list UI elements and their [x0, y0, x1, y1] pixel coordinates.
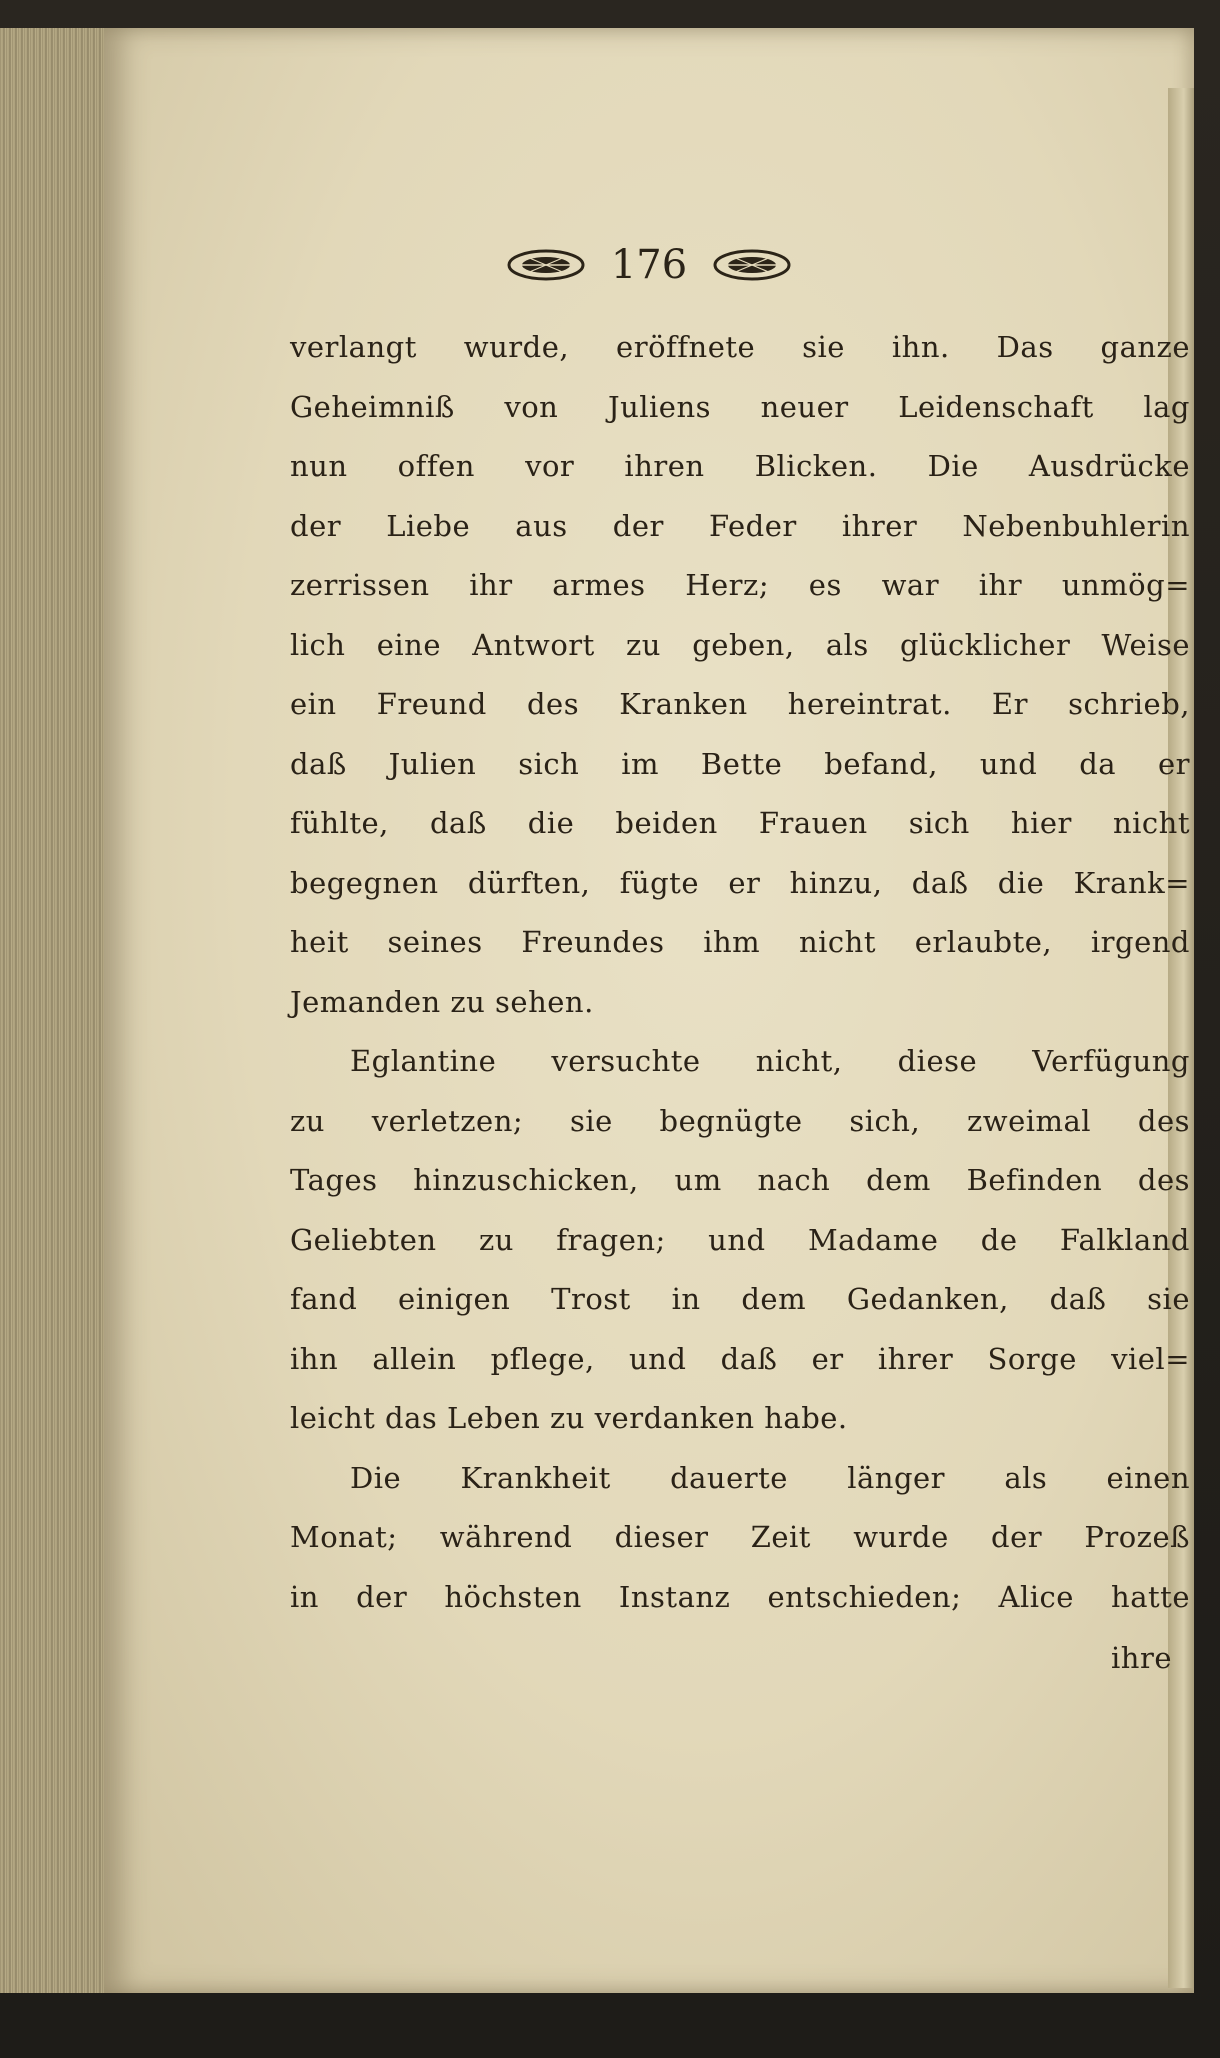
paragraph: [290, 1032, 1190, 1449]
ornament-icon: [713, 248, 791, 282]
text-line: ihn allein pflege, und daß er ihrer Sorge viel=: [290, 1341, 1190, 1376]
text-line: der Liebe aus der Feder ihrer Nebenbuhlerin: [290, 508, 1190, 543]
catchword: ihre: [1111, 1641, 1172, 1675]
page-number: 176: [610, 242, 688, 288]
text-line: Tages hinzuschicken, um nach dem Befinden des: [290, 1163, 1190, 1197]
text-line: daß Julien sich im Bette befand, und da er: [290, 746, 1190, 781]
text-line: begegnen dürften, fügte er hinzu, daß die Krank=: [290, 865, 1190, 900]
text-line: Geheimniß von Juliens neuer Leidenschaft lag: [290, 389, 1190, 424]
page-header: [104, 233, 1194, 297]
text-line: fand einigen Trost in dem Gedanken, daß sie: [290, 1282, 1190, 1316]
text-line: Die Krankheit dauerte länger als einen: [350, 1460, 1190, 1495]
text-line: Monat; während dieser Zeit wurde der Prozeß: [290, 1520, 1190, 1554]
text-line: Eglantine versuchte nicht, diese Verfügung: [350, 1044, 1190, 1078]
text-line: fühlte, daß die beiden Frauen sich hier nicht: [290, 806, 1190, 840]
text-line: Jemanden zu sehen.: [290, 984, 594, 1019]
text-line: heit seines Freundes ihm nicht erlaubte, irgend: [290, 925, 1190, 959]
text-line: zu verletzen; sie begnügte sich, zweimal des: [290, 1103, 1190, 1138]
body-text: [290, 318, 1190, 1689]
ornament-icon: [507, 248, 585, 282]
text-line: in der höchsten Instanz entschieden; Alice hatte: [290, 1579, 1190, 1614]
paragraph: [290, 1449, 1190, 1628]
book-page: [104, 28, 1194, 1993]
text-line: nun offen vor ihren Blicken. Die Ausdrücke: [290, 449, 1190, 483]
paragraph: [290, 318, 1190, 1032]
text-line: Geliebten zu fragen; und Madame de Falkland: [290, 1222, 1190, 1257]
page-edges: [0, 28, 112, 1993]
text-line: verlangt wurde, eröffnete sie ihn. Das ganze: [290, 330, 1190, 364]
text-line: ein Freund des Kranken hereintrat. Er schrieb,: [290, 687, 1190, 721]
text-line: zerrissen ihr armes Herz; es war ihr unmög=: [290, 568, 1190, 602]
text-line: lich eine Antwort zu geben, als glücklicher Weise: [290, 627, 1190, 662]
text-line: leicht das Leben zu verdanken habe.: [290, 1401, 848, 1435]
